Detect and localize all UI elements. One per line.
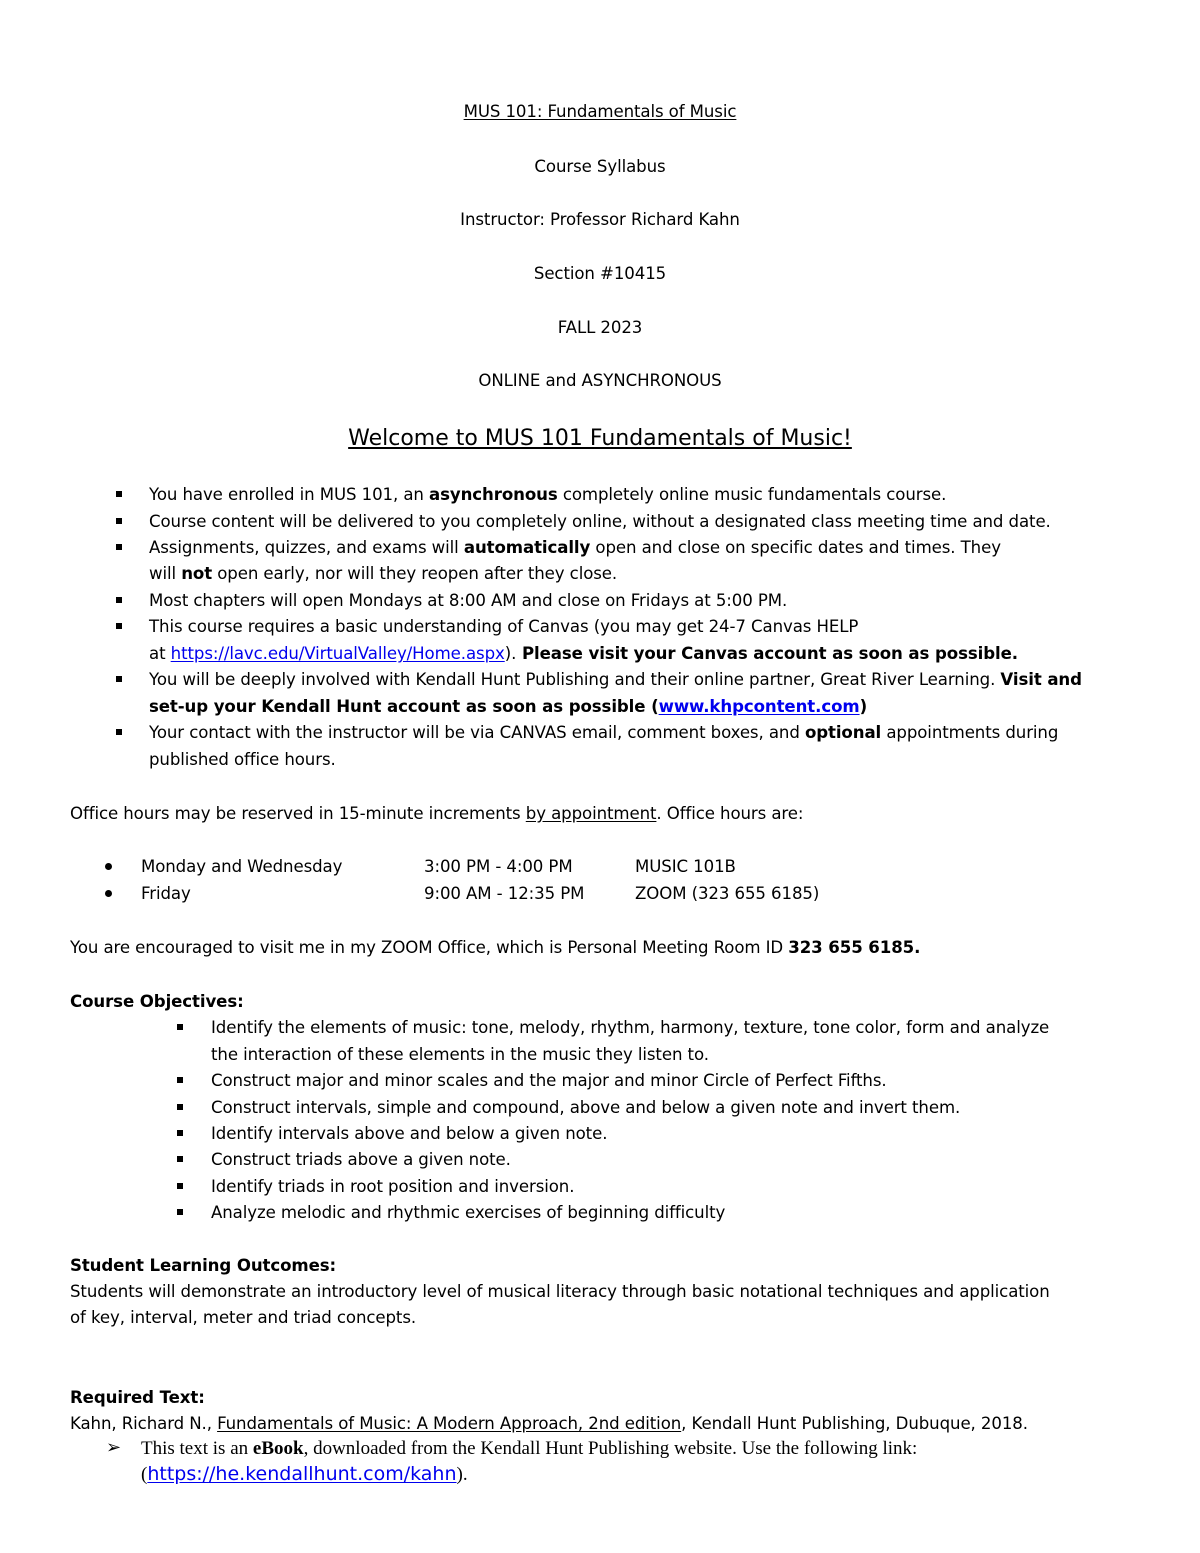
ebook-note-cont: (https://he.kendallhunt.com/kahn).: [141, 1463, 468, 1485]
doc-type: Course Syllabus: [534, 157, 666, 176]
objective-item: Construct triads above a given note.: [211, 1150, 511, 1169]
objective-item: Identify intervals above and below a given note.: [211, 1124, 608, 1143]
objective-item: Analyze melodic and rhythmic exercises of beginning difficulty: [211, 1203, 726, 1222]
welcome-bullet-4: Most chapters will open Mondays at 8:00 AM and close on Fridays at 5:00 PM.: [149, 591, 788, 610]
objectives-heading: Course Objectives:: [70, 992, 244, 1011]
bullet-square-icon: [116, 676, 122, 682]
by-appointment-text: by appointment: [525, 804, 657, 823]
bullet-square-icon: [177, 1209, 183, 1215]
bullet-square-icon: [116, 544, 122, 550]
welcome-bullet-5: This course requires a basic understanding of Canvas (you may get 24-7 Canvas HELP: [149, 617, 859, 636]
bullet-dot-icon: [105, 890, 112, 897]
outcomes-text-cont: of key, interval, meter and triad concepts.: [70, 1308, 417, 1327]
welcome-bullet-6: You will be deeply involved with Kendall Hunt Publishing and their online partner, Great River Learning. Visit and: [149, 670, 1082, 689]
required-text-citation: Kahn, Richard N., Fundamentals of Music: A Modern Approach, 2nd edition, Kendall Hunt Publishing, Dubuque, 2018.: [70, 1414, 1028, 1433]
welcome-bullet-1: You have enrolled in MUS 101, an asynchronous completely online music fundamentals course.: [149, 485, 947, 504]
kendallhunt-link[interactable]: https://he.kendallhunt.com/kahn: [147, 1463, 457, 1485]
office-row-time: 9:00 AM - 12:35 PM: [424, 884, 585, 903]
welcome-bullet-3: Assignments, quizzes, and exams will automatically open and close on specific dates and times. They: [149, 538, 1001, 557]
arrow-bullet-icon: ➢: [106, 1437, 122, 1458]
outcomes-text: Students will demonstrate an introductory level of musical literacy through basic notational techniques and application: [70, 1282, 1050, 1301]
bullet-square-icon: [116, 729, 122, 735]
bullet-square-icon: [177, 1156, 183, 1162]
bullet-square-icon: [116, 491, 122, 497]
office-row-days: Friday: [141, 884, 191, 903]
section-line: Section #10415: [533, 264, 667, 283]
zoom-office-line: You are encouraged to visit me in my ZOOM Office, which is Personal Meeting Room ID 323 655 6185.: [70, 938, 921, 957]
welcome-bullet-7: Your contact with the instructor will be via CANVAS email, comment boxes, and optional appointments during: [149, 723, 1059, 742]
outcomes-heading: Student Learning Outcomes:: [70, 1256, 337, 1275]
objective-item: Identify the elements of music: tone, melody, rhythm, harmony, texture, tone color, form and analyze: [211, 1018, 1050, 1037]
delivery-line: ONLINE and ASYNCHRONOUS: [478, 371, 722, 390]
objective-item: Identify triads in root position and inversion.: [211, 1177, 575, 1196]
office-row-days: Monday and Wednesday: [141, 857, 343, 876]
canvas-help-link[interactable]: https://lavc.edu/VirtualValley/Home.aspx: [170, 644, 505, 663]
welcome-bullet-3-cont: will not open early, nor will they reopen after they close.: [149, 564, 618, 583]
bullet-square-icon: [177, 1024, 183, 1030]
welcome-title: Welcome to MUS 101 Fundamentals of Music!: [348, 426, 852, 451]
office-row-place: MUSIC 101B: [635, 857, 736, 876]
bullet-square-icon: [116, 597, 122, 603]
bullet-square-icon: [116, 518, 122, 524]
instructor-line: Instructor: Professor Richard Kahn: [460, 210, 740, 229]
bullet-square-icon: [177, 1130, 183, 1136]
office-row-time: 3:00 PM - 4:00 PM: [424, 857, 573, 876]
welcome-bullet-7-cont: published office hours.: [149, 750, 336, 769]
welcome-bullet-6-cont: set-up your Kendall Hunt account as soon as possible (www.khpcontent.com): [149, 697, 868, 716]
bullet-dot-icon: [105, 863, 112, 870]
bullet-square-icon: [116, 623, 122, 629]
khpcontent-link[interactable]: www.khpcontent.com: [658, 697, 860, 716]
course-title: MUS 101: Fundamentals of Music: [463, 102, 737, 121]
office-row-place: ZOOM (323 655 6185): [635, 884, 820, 903]
objective-item: Construct major and minor scales and the major and minor Circle of Perfect Fifths.: [211, 1071, 887, 1090]
required-text-heading: Required Text:: [70, 1388, 205, 1407]
ebook-note: This text is an eBook, downloaded from the Kendall Hunt Publishing website. Use the following link:: [141, 1438, 918, 1459]
objective-item-cont: the interaction of these elements in the music they listen to.: [211, 1045, 709, 1064]
book-title: Fundamentals of Music: A Modern Approach, 2nd edition: [217, 1414, 682, 1433]
welcome-bullet-2: Course content will be delivered to you completely online, without a designated class meeting time and date.: [149, 512, 1051, 531]
bullet-square-icon: [177, 1183, 183, 1189]
term-line: FALL 2023: [557, 318, 643, 337]
bullet-square-icon: [177, 1077, 183, 1083]
objective-item: Construct intervals, simple and compound, above and below a given note and invert them.: [211, 1098, 961, 1117]
bullet-square-icon: [177, 1104, 183, 1110]
welcome-bullet-5-cont: at https://lavc.edu/VirtualValley/Home.aspx). Please visit your Canvas account as soon as possible.: [149, 644, 1018, 663]
office-hours-intro: Office hours may be reserved in 15-minute increments by appointment. Office hours are:: [70, 804, 804, 823]
